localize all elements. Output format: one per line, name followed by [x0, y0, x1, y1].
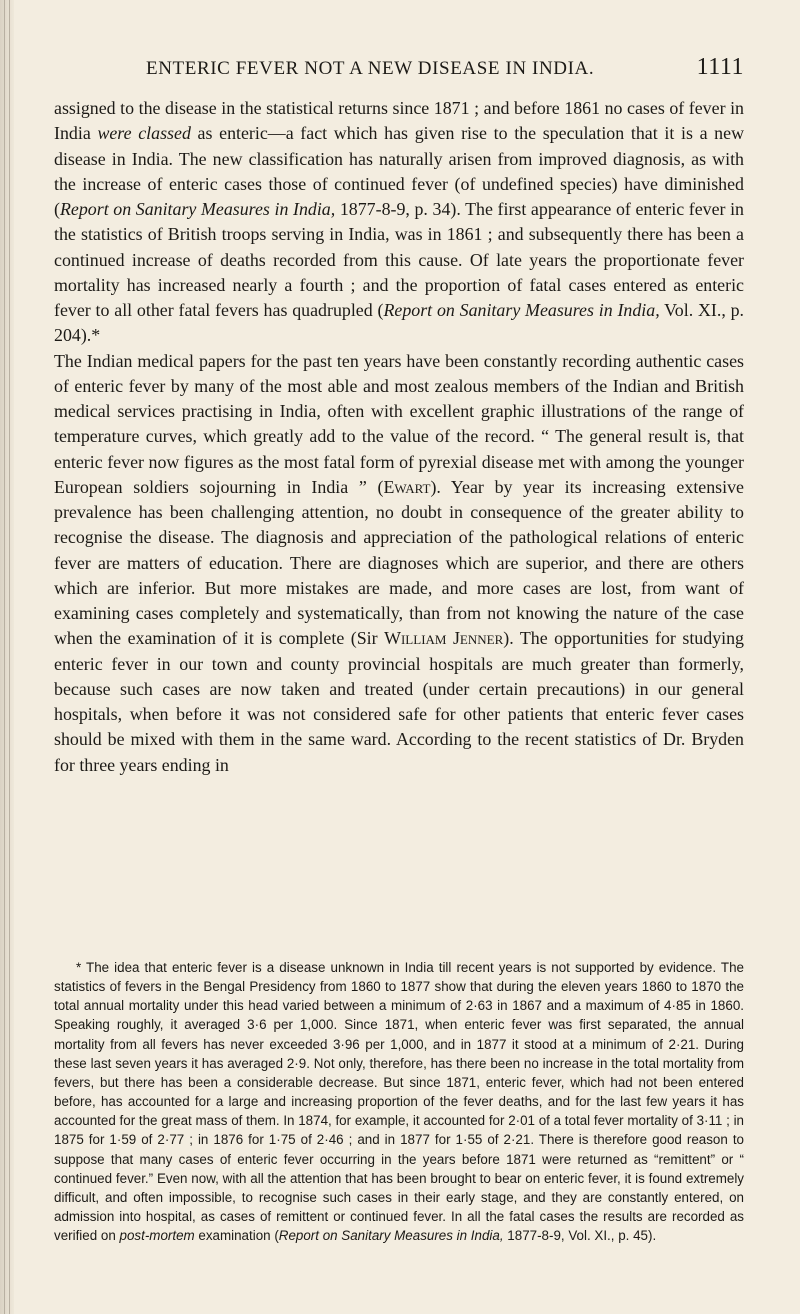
page-gutter	[0, 0, 14, 1314]
italic-text-run: Report on Sanitary Measures in India,	[59, 199, 336, 219]
italic-text-run: were classed	[97, 123, 191, 144]
text-run: ). Year by year its increasing extensive prevalence has been challenging attention, no doubt in consequence of the greater ability to recognise the disease. The diagnosis and appreciation of the pathological relations of enteric fever are matters of education. There are diagnoses which are superior, and there are others which are inferior. But more mistakes are made, and more cases are lost, from want of examining cases completely and systematically, than from not knowing the nature of the case when the examination of it is complete (Sir	[54, 476, 744, 649]
gutter-line	[4, 0, 5, 1314]
text-run: * The idea that enteric fever is a disease unknown in India till recent years is not supported by evidence. The statistics of fevers in the Bengal Presidency from 1860 to 1877 show that during the eleven years 1860 to 1870 the total annual mortality under this head varied between a minimum of 2·63 in 1867 and a maximum of 4·85 in 1860. Speaking roughly, it averaged 3·6 per 1,000. Since 1871, when enteric fever was first separated, the annual mortality from all fevers has never exceeded 3·96 per 1,000, and in 1877 it stood at a minimum of 2·21. During these last seven years it has averaged 2·9. Not only, therefore, has there been no increase in the total mortality from fevers, but there has been a considerable decrease. But since 1871, enteric fever, which had not been entered before, has accounted for a large and increasing proportion of the fever deaths, and for the last few years it has accounted for the great mass of them. In 1874, for example, it accounted for 2·01 of a total fever mortality of 3·11 ; in 1875 for 1·59 of 2·77 ; in 1876 for 1·75 of 2·46 ; and in 1877 for 1·55 of 2·21. There is therefore good reason to suppose that many cases of enteric fever occurring in the years before 1871 were returned as “remittent” or “ continued fever.” Even now, with all the attention that has been brought to bear on enteric fever, it is found extremely difficult, and often impossible, to recognise such cases in their early stage, and they are constantly entered, on admission into hospital, as cases of remittent or continued fever. In all the fatal cases the results are recorded as verified on	[54, 960, 744, 1244]
text-run: 1877-8-9, Vol. XI., p. 45).	[503, 1228, 657, 1244]
text-run: assigned to the disease in the statistical returns since 1871 ; and before 1861 no cases of fever in India	[54, 98, 744, 144]
paragraph	[54, 349, 744, 778]
text-run: as enteric—a fact which has given rise to the speculation that it is a new disease in India. The new classification has naturally arisen from improved diagnosis, as with the increase of enteric cases those of continued fever (of undefined species) have diminished (	[54, 123, 744, 219]
page-number: 1111	[696, 54, 744, 80]
footnote	[54, 958, 744, 1245]
italic-text-run: Report on Sanitary Measures in India,	[383, 300, 660, 320]
text-run: examination (	[194, 1228, 279, 1244]
text-run: ). The opportunities for studying enteric fever in our town and county provincial hospitals are much greater than formerly, because such cases are now taken and treated (under certain precautions) in our general hospitals, when before it was not considered safe for other patients that enteric fever cases should be mixed with them in the same ward. According to the recent statistics of Dr. Bryden for three years ending in	[54, 628, 745, 775]
text-run: 1877-8-9, p. 34). The first appearance of enteric fever in the statistics of British troops serving in India, was in 1861 ; and subsequently there has been a continued increase of deaths recorded from this cause. Of late years the proportionate fever mortality has increased nearly a fourth ; and the proportion of fatal cases entered as enteric fever to all other fatal fevers has quadrupled (	[54, 199, 744, 320]
paragraph	[54, 96, 744, 349]
page-header	[54, 54, 744, 88]
running-head: ENTERIC FEVER NOT A NEW DISEASE IN INDIA.	[146, 58, 595, 79]
italic-text-run: Report on Sanitary Measures in India,	[278, 1228, 504, 1244]
gutter-line	[9, 0, 10, 1314]
footnote-text	[54, 958, 744, 1245]
text-run: The Indian medical papers for the past ten years have been constantly recording authentic cases of enteric fever by many of the most able and most zealous members of the Indian and British medical services practising in India, often with excellent graphic illustrations of the range of temperature curves, which greatly add to the value of the record. “ The general result is, that enteric fever now figures as the most fatal form of pyrexial disease met with among the younger European soldiers sojourning in India ” (	[54, 350, 744, 497]
small-caps-text-run: William Jenner	[384, 628, 504, 649]
main-text	[54, 96, 744, 778]
small-caps-text-run: Ewart	[383, 476, 431, 497]
text-run: Vol. XI., p. 204).*	[54, 300, 745, 346]
italic-text-run: post-mortem	[119, 1228, 195, 1244]
